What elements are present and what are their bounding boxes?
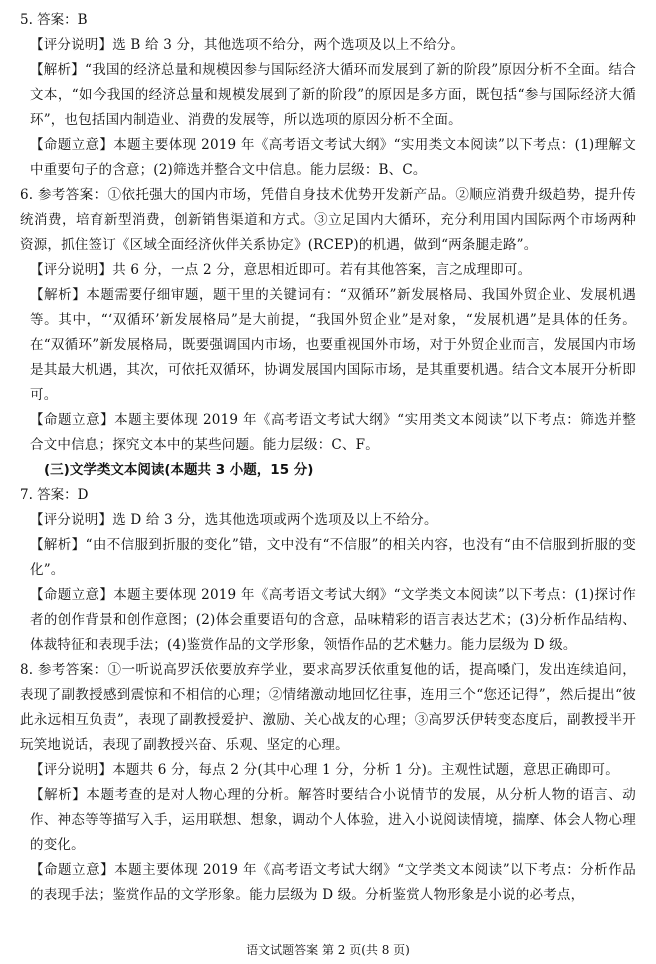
section-heading: (三)文学类文本阅读(本题共 3 小题，15 分) bbox=[44, 462, 314, 478]
analysis: 【解析】本题需要仔细审题，题干里的关键词有：“双循环”新发展格局、我国外贸企业、发展机遇等。其中，“‘双循环’新发展格局”是大前提，“我国外贸企业”是对象，“发展机遇”是具体的任务。在“双循环”新发展格局，既要强调国内市场，也要重视国外市场，对于外贸企业而言，发展国内市场是其最大机遇，其次，可依托双循环，协调发展国内国际市场，是其重要机遇。结合文本展开分析即可。 bbox=[30, 287, 636, 403]
question-6 bbox=[20, 183, 636, 458]
question-intent: 【命题立意】本题主要体现 2019 年《高考语文考试大纲》“实用类文本阅读”以下考点：筛选并整合文中信息；探究文本中的某些问题。能力层级：C、F。 bbox=[30, 412, 636, 453]
question-7 bbox=[20, 483, 636, 658]
question-intent: 【命题立意】本题主要体现 2019 年《高考语文考试大纲》“实用类文本阅读”以下考点：(1)理解文中重要句子的含意；(2)筛选并整合文中信息。能力层级：B、C。 bbox=[30, 137, 636, 178]
grading-note: 【评分说明】共 6 分，一点 2 分，意思相近即可。若有其他答案，言之成理即可。 bbox=[30, 262, 532, 278]
answer-line: 7. 答案：D bbox=[20, 487, 89, 503]
question-intent: 【命题立意】本题主要体现 2019 年《高考语文考试大纲》“文学类文本阅读”以下考点：(1)探讨作者的创作背景和创作意图；(2)体会重要语句的含意，品味精彩的语言表达艺术；(3)分析作品结构、体裁特征和表现手法；(4)鉴赏作品的文学形象，领悟作品的艺术魅力。能力层级为 D 级。 bbox=[30, 587, 636, 653]
answer-line: 5. 答案：B bbox=[20, 12, 88, 28]
analysis: 【解析】“由不信服到折服的变化”错，文中没有“不信服”的相关内容，也没有“由不信服到折服的变化”。 bbox=[30, 537, 636, 578]
grading-note: 【评分说明】本题共 6 分，每点 2 分(其中心理 1 分，分析 1 分)。主观性试题，意思正确即可。 bbox=[30, 762, 619, 778]
page-footer: 语文试题答案 第 2 页(共 8 页) bbox=[246, 943, 410, 957]
answer-line: 8. 参考答案：①一听说高罗沃依要放弃学业，要求高罗沃依重复他的话，提高嗓门，发出连续追问，表现了副教授感到震惊和不相信的心理；②情绪激动地回忆往事，连用三个“您还记得”，然后提出“彼此永远相互负责”，表现了副教授爱护、激励、关心战友的心理；③高罗沃伊转变态度后，副教授半开玩笑地说话，表现了副教授兴奋、乐观、坚定的心理。 bbox=[20, 662, 636, 753]
grading-note: 【评分说明】选 B 给 3 分，其他选项不给分，两个选项及以上不给分。 bbox=[30, 37, 465, 53]
analysis: 【解析】“我国的经济总量和规模因参与国际经济大循环而发展到了新的阶段”原因分析不全面。结合文本，“如今我国的经济总量和规模发展到了新的阶段”的原因是多方面，既包括“参与国际经济大循环”，也包括国内制造业、消费的发展等，所以选项的原因分析不全面。 bbox=[30, 62, 636, 128]
question-8 bbox=[20, 658, 636, 908]
analysis: 【解析】本题考查的是对人物心理的分析。解答时要结合小说情节的发展，从分析人物的语言、动作、神态等等描写入手，运用联想、想象，调动个人体验，进入小说阅读情境，揣摩、体会人物心理的变化。 bbox=[30, 787, 636, 853]
answer-line: 6. 参考答案：①依托强大的国内市场，凭借自身技术优势开发新产品。②顺应消费升级趋势，提升传统消费，培育新型消费，创新销售渠道和方式。③立足国内大循环，充分利用国内国际两个市场两种资源，抓住签订《区域全面经济伙伴关系协定》(RCEP)的机遇，做到“两条腿走路”。 bbox=[20, 187, 636, 253]
question-intent: 【命题立意】本题主要体现 2019 年《高考语文考试大纲》“文学类文本阅读”以下考点：分析作品的表现手法；鉴赏作品的文学形象。能力层级为 D 级。分析鉴赏人物形象是小说的必考点， bbox=[30, 862, 636, 903]
question-5 bbox=[20, 8, 636, 183]
grading-note: 【评分说明】选 D 给 3 分，选其他选项或两个选项及以上不给分。 bbox=[30, 512, 438, 528]
